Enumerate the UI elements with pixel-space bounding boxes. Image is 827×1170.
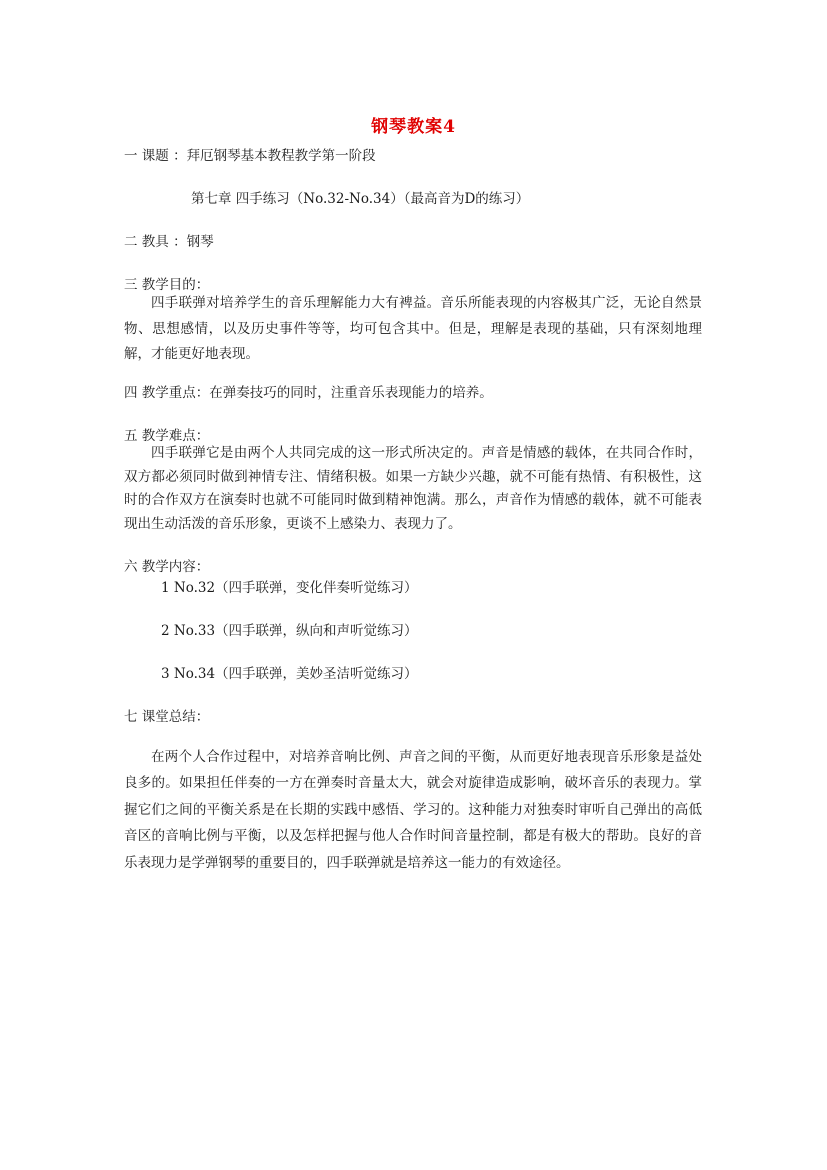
content-item: 1 No.32（四手联弹，变化伴奏听觉练习）	[161, 580, 418, 596]
document-title: 钢琴教案4	[371, 117, 456, 137]
section-focus: 四 教学重点：在弹奏技巧的同时，注重音乐表现能力的培养。	[124, 385, 493, 401]
section-topic-chapter: 第七章 四手练习（No.32-No.34）（最高音为D的练习）	[191, 191, 530, 207]
section-goal-heading: 三 教学目的：	[124, 277, 210, 293]
content-item: 3 No.34（四手联弹，美妙圣洁听觉练习）	[161, 666, 418, 682]
section-difficulty-text: 四手联弹它是由两个人共同完成的这一形式所决定的。声音是情感的载体，在共同合作时，双方都必须同时做到神情专注、情绪积极。如果一方缺少兴趣，就不可能有热情、有积极性，这时的合作双方在演奏时也就不可能同时做到精神饱满。那么，声音作为情感的载体，就不可能表现出生动活泼的音乐形象，更谈不上感染力、表现力了。	[124, 445, 702, 533]
content-item: 2 No.33（四手联弹，纵向和声听觉练习）	[161, 623, 418, 639]
section-summary-heading: 七 课堂总结：	[124, 709, 210, 725]
section-tools: 二 教具 ：钢琴	[124, 234, 214, 250]
section-goal-text: 四手联弹对培养学生的音乐理解能力大有裨益。音乐所能表现的内容极其广泛，无论自然景物、思想感情，以及历史事件等等，均可包含其中。但是，理解是表现的基础，只有深刻地理解，才能更好地表现。	[124, 295, 702, 362]
section-topic: 一 课题 ：拜厄钢琴基本教程教学第一阶段	[124, 148, 376, 164]
section-summary-text: 在两个人合作过程中，对培养音响比例、声音之间的平衡，从而更好地表现音乐形象是益处良多的。如果担任伴奏的一方在弹奏时音量太大，就会对旋律造成影响，破坏音乐的表现力。掌握它们之间的平衡关系是在长期的实践中感悟、学习的。这种能力对独奏时审听自己弹出的高低音区的音响比例与平衡，以及怎样把握与他人合作时间音量控制，都是有极大的帮助。良好的音乐表现力是学弹钢琴的重要目的，四手联弹就是培养这一能力的有效途径。	[124, 749, 702, 871]
section-content-heading: 六 教学内容：	[124, 559, 210, 575]
section-difficulty-heading: 五 教学难点：	[124, 428, 210, 444]
